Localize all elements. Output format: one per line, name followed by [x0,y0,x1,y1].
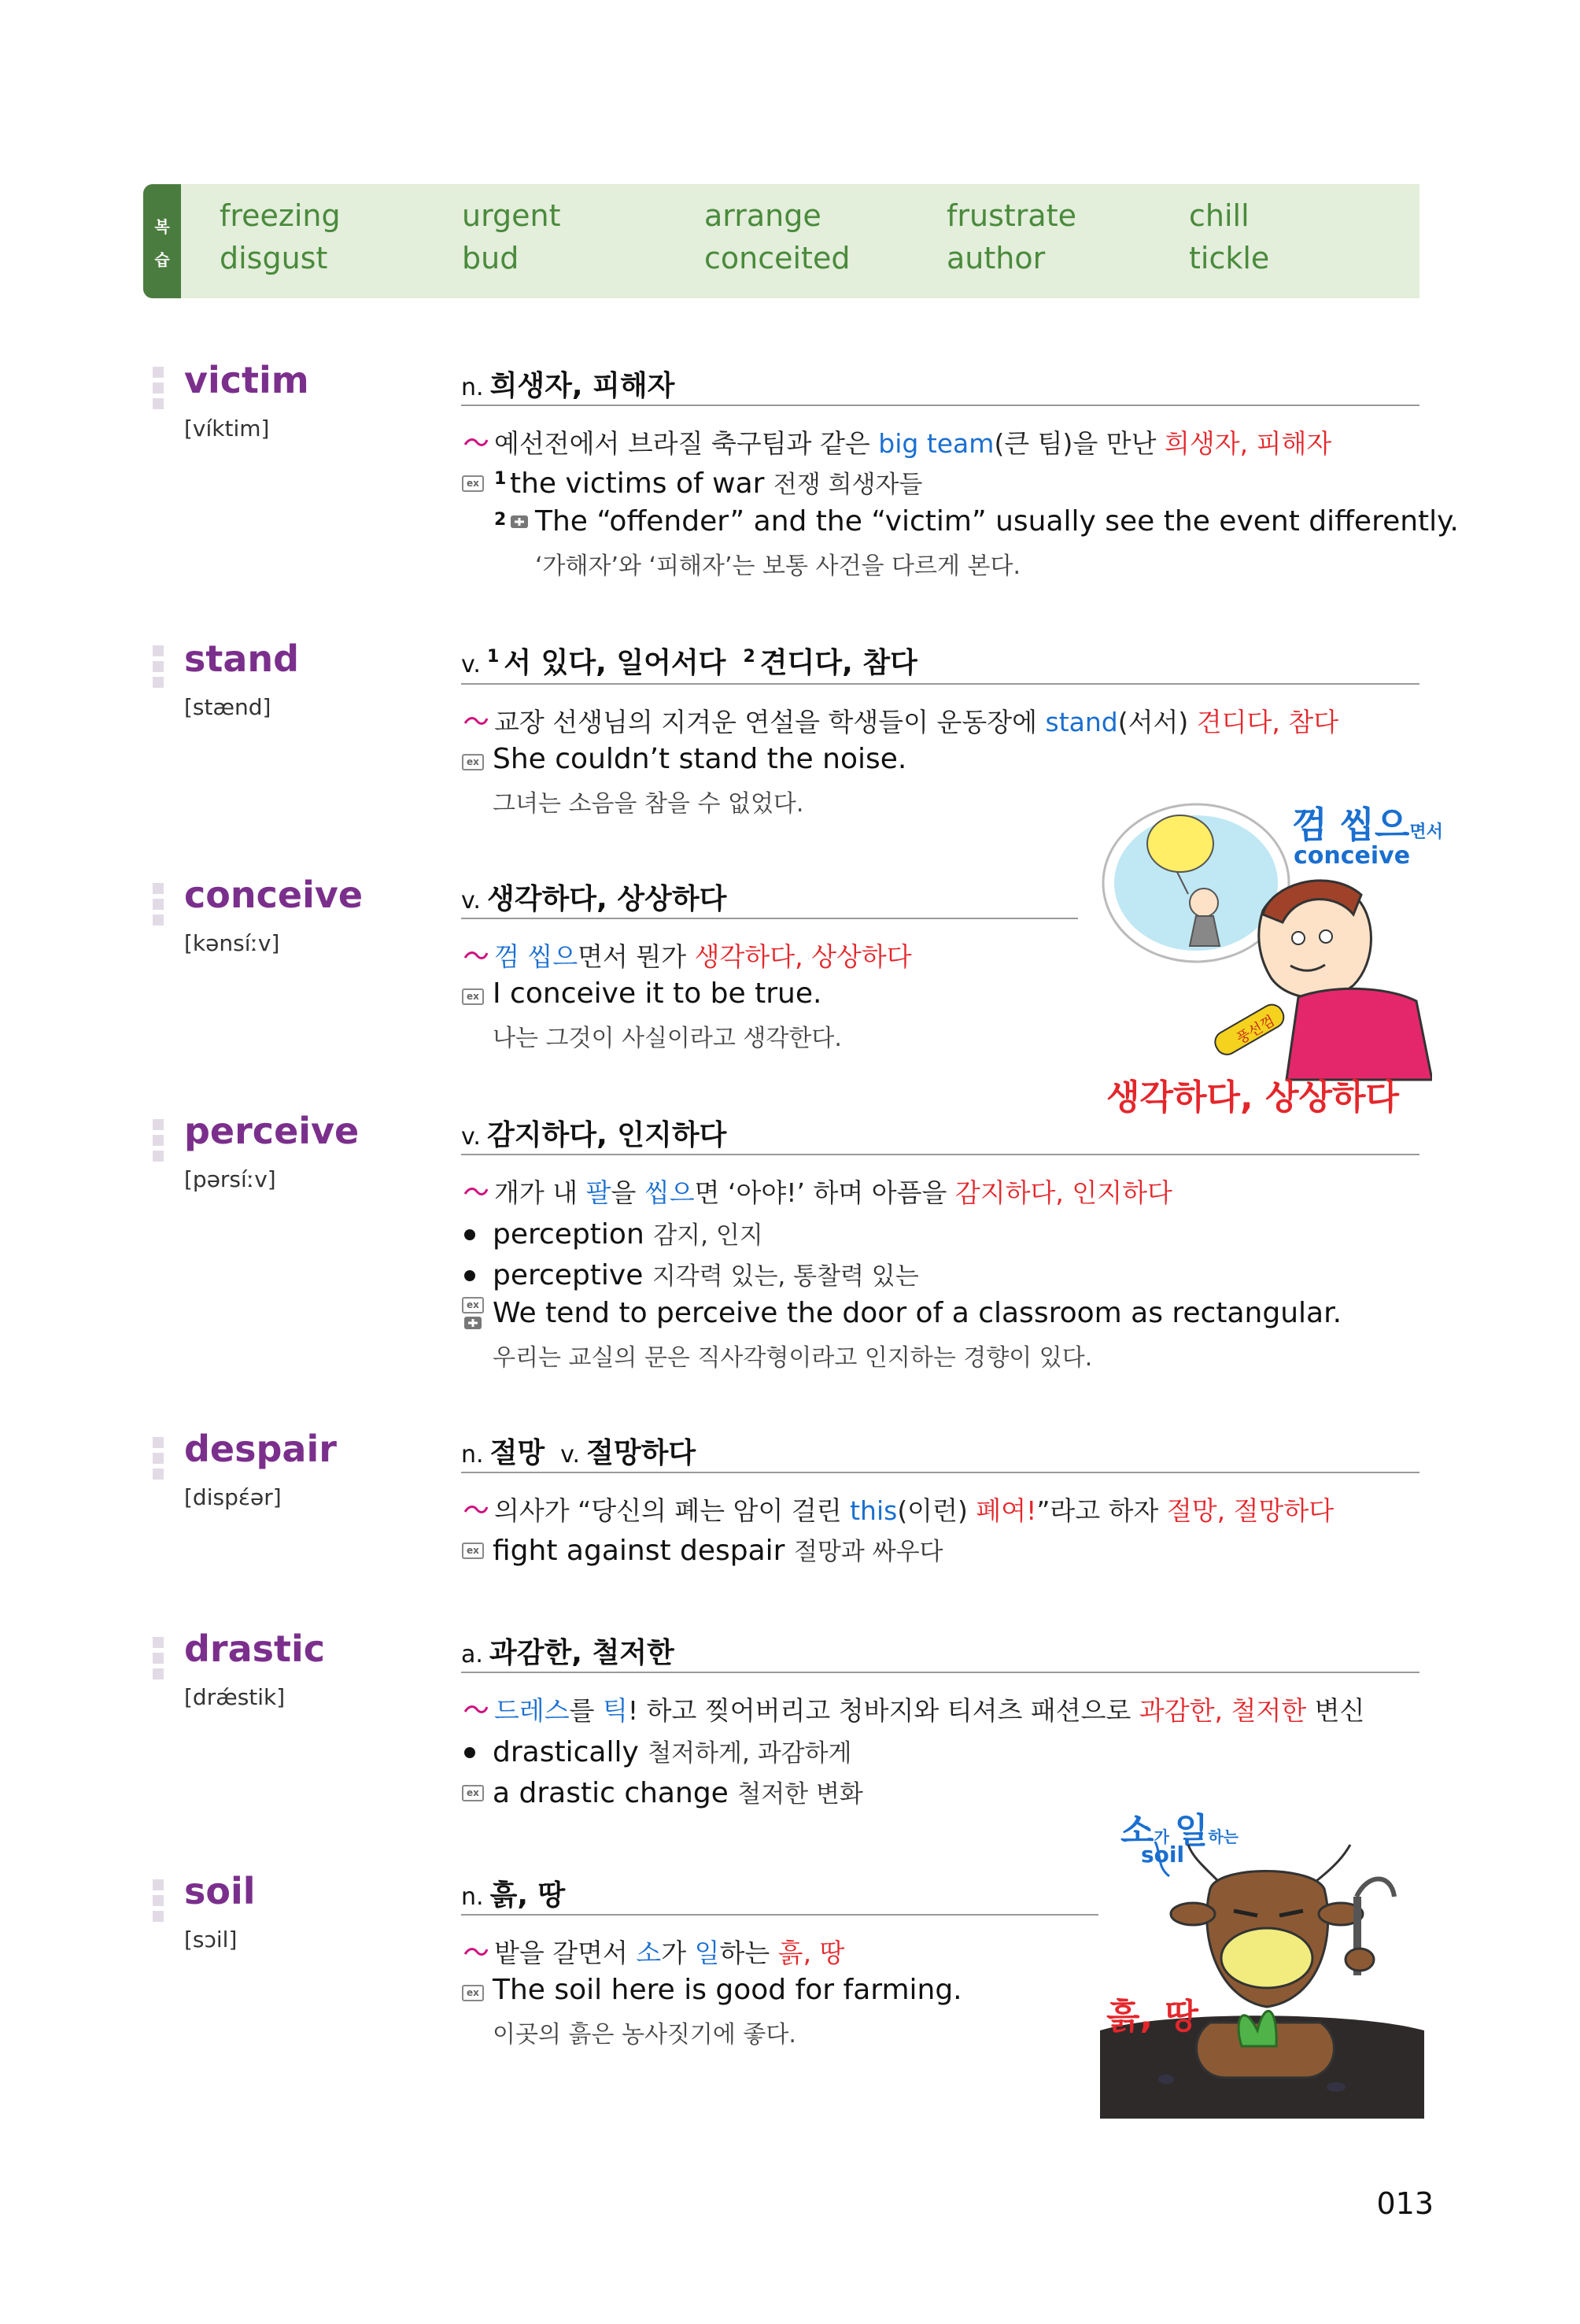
example-icon: ex [462,1985,484,2001]
review-word: arrange [704,198,821,233]
bullet [464,1229,475,1240]
divider [461,1154,1419,1155]
example-sentence: I conceive it to be true. [493,977,822,1010]
illustration-caption-top: 껌 씹으면서 [1292,804,1443,846]
review-word: author [947,241,1046,275]
headword: stand [184,637,300,680]
illustration-caption-en: soil [1141,1842,1185,1868]
divider [461,405,1419,406]
swirl-icon [464,1504,488,1515]
example-translation: 나는 그것이 사실이라고 생각한다. [493,1025,842,1052]
example: the victims of war 전쟁 희생자들 [510,467,923,500]
review-word: disgust [220,241,328,275]
example: fight against despair 절망과 싸우다 [493,1535,943,1567]
illustration-caption-top: 소가 일하는 [1120,1811,1239,1851]
mnemonic: 예선전에서 브라질 축구팀과 같은 big team(큰 팀)을 만난 희생자, 피해자 [464,423,1331,460]
meaning: a. 과감한, 철저한 [461,1637,674,1669]
example-icon: ex [462,1297,484,1313]
thinking-boy-illustration [1102,796,1432,1088]
divider [461,1672,1419,1673]
headword: despair [184,1428,337,1470]
example-icon: ex [462,475,484,492]
divider [461,1472,1419,1473]
meaning: n. 흙, 땅 [461,1879,566,1912]
illustration-caption-bottom: 흙, 땅 [1106,1997,1199,2037]
illustration-caption-en: conceive [1294,842,1411,870]
pronunciation: [sɔil] [184,1927,238,1953]
pronunciation: [dispέər] [184,1484,282,1510]
headword: perceive [184,1110,360,1152]
mnemonic: 밭을 갈면서 소가 일하는 흙, 땅 [464,1933,845,1970]
headword: victim [184,359,309,401]
review-tab-char: 습 [154,250,170,269]
swirl-icon [464,437,488,448]
entry-marker [153,1879,164,1927]
swirl-icon [464,715,488,726]
example-sentence: We tend to perceive the door of a classroom as rectangular. [493,1297,1342,1329]
meaning: v. $^1$ 서 있다, 일어서다 $^2$ 견디다, 참다 [461,647,917,679]
pronunciation: [kənsíːv] [184,930,280,956]
example-icon: ex [462,1543,484,1559]
mnemonic: 드레스를 틱! 하고 찢어버리고 청바지와 티셔츠 패션으로 과감한, 철저한 변신 [464,1690,1364,1727]
headword: soil [184,1870,256,1912]
illustration-caption-bottom: 생각하다, 상상하다 [1106,1077,1400,1118]
headword: conceive [184,874,364,916]
review-word: chill [1189,198,1250,233]
divider [461,683,1419,685]
entry-marker [153,1637,164,1684]
review-word: freezing [220,198,341,233]
divider [461,918,1078,919]
pronunciation: [drǽstik] [184,1684,286,1710]
mnemonic: 껌 씹으면서 뭔가 생각하다, 상상하다 [464,937,912,974]
meaning [461,364,674,404]
example-icon: ex [462,988,484,1005]
page-number: 013 [1376,2186,1434,2221]
advanced-icon [510,515,529,529]
meaning-text: 희생자, 피해자 [489,370,675,402]
meaning: v. 감지하다, 인지하다 [461,1119,727,1151]
example-translation: 우리는 교실의 문은 직사각형이라고 인지하는 경향이 있다. [493,1344,1093,1372]
advanced-icon [462,1316,484,1330]
derivative: perceptive 지각력 있는, 통찰력 있는 [493,1259,919,1291]
bullet [464,1270,475,1281]
swirl-icon [464,1186,488,1197]
swirl-icon [464,1704,488,1715]
pronunciation: [víktim] [184,416,270,442]
divider [461,1914,1098,1916]
review-word: tickle [1189,241,1270,275]
example-icon: ex [462,1785,484,1801]
mnemonic: 의사가 “당신의 폐는 암이 걸린 this(이런) 폐여!”라고 하자 절망, 절망하다 [464,1491,1334,1528]
swirl-icon [464,1946,488,1957]
review-word: urgent [462,198,561,233]
meaning: v. 생각하다, 상상하다 [461,883,727,915]
bullet [464,1747,475,1758]
derivative: drastically 철저하게, 과감하게 [493,1736,852,1768]
example-translation: ‘가해자’와 ‘피해자’는 보통 사건을 다르게 본다. [535,552,1021,580]
review-word: conceited [704,241,851,275]
pronunciation: [stænd] [184,694,271,720]
gum-label: 풍선껌 [1233,1012,1278,1047]
example-sentence: She couldn’t stand the noise. [493,743,907,775]
example-icon: ex [462,754,484,770]
review-tab [143,184,181,298]
entry-marker [153,883,164,930]
example-sentence: The “offender” and the “victim” usually see the event differently. [535,505,1459,538]
headword: drastic [184,1628,326,1670]
review-word: frustrate [947,198,1076,233]
review-tab-char: 복 [154,217,170,236]
swirl-icon [464,950,488,961]
cow-farming-illustration [1100,1842,1424,2119]
example-sentence: The soil here is good for farming. [493,1974,962,2006]
example-number: 1 [494,469,507,489]
example-translation: 그녀는 소음을 참을 수 없었다. [493,790,804,818]
entry-marker [153,367,164,414]
derivative: perception 감지, 인지 [493,1218,763,1251]
example-translation: 이곳의 흙은 농사짓기에 좋다. [493,2021,796,2049]
example-number: 2 [494,510,507,530]
review-word: bud [462,241,519,275]
example: a drastic change 철저한 변화 [493,1777,863,1809]
mnemonic: 개가 내 팔을 씹으면 ‘아야!’ 하며 아픔을 감지하다, 인지하다 [464,1173,1172,1210]
entry-marker [153,1437,164,1484]
mnemonic: 교장 선생님의 지겨운 연설을 학생들이 운동장에 stand(서서) 견디다, 참다 [464,702,1338,739]
pronunciation: [pərsíːv] [184,1166,276,1192]
entry-marker [153,1119,164,1166]
part-of-speech: n. [461,374,484,401]
meaning: n. 절망 v. 절망하다 [461,1437,696,1469]
entry-marker [153,645,164,693]
